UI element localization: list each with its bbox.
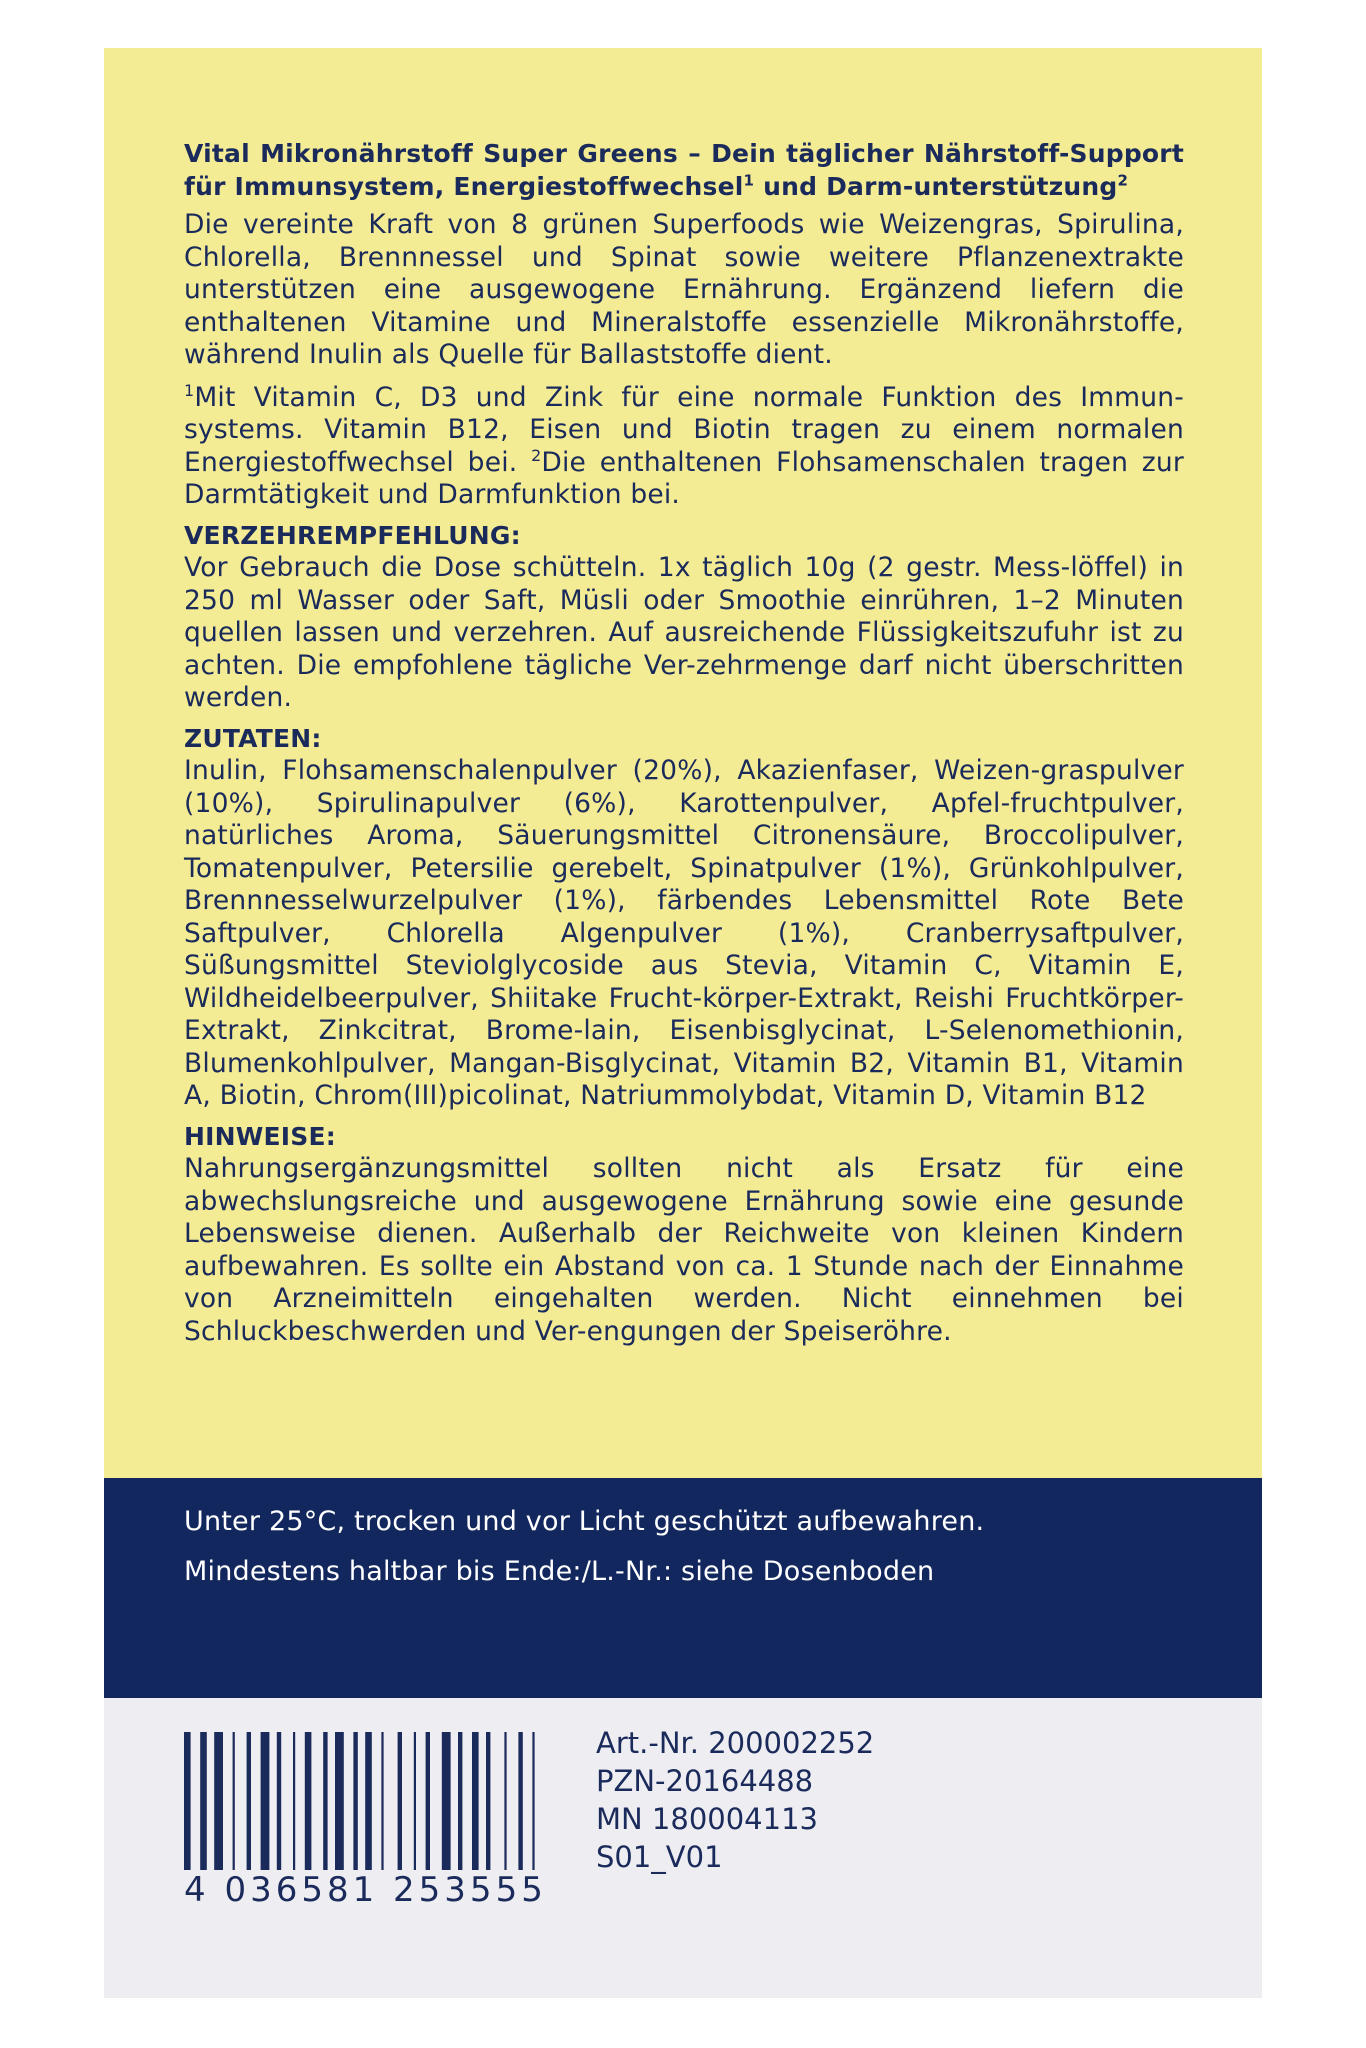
barcode-bar [518, 1732, 522, 1872]
pzn-number: PZN-20164488 [596, 1764, 814, 1798]
notes-heading: HINWEISE: [184, 1121, 336, 1151]
barcode-bar [233, 1732, 235, 1872]
barcode-bar [414, 1732, 416, 1872]
barcode-bar [472, 1732, 479, 1872]
barcode-bar [458, 1732, 462, 1872]
footnote-ref-2: 2 [531, 445, 542, 465]
barcode-bar [261, 1732, 270, 1872]
barcode-bar [277, 1732, 281, 1872]
barcode-bar [247, 1732, 251, 1872]
notes-text: Nahrungsergänzungsmittel sollten nicht als Ersatz für eine abwechslungsreiche und ausgewogene Ernährung sowie eine gesunde Lebensweise dienen. Außerhalb der Reichweite von kleinen Kindern aufbewahren. Es sollte ein Abstand von ca. 1 Stunde nach der Einnahme von Arzneimitteln eingehalten werden. Nicht einnehmen bei Schluckbeschwerden und Ver-engungen der Speiseröhre. [184, 1153, 1184, 1347]
barcode-bar [335, 1732, 344, 1872]
barcode-number: 4 036581 253555 [184, 1870, 564, 1914]
product-footnote [184, 382, 1184, 512]
barcode-bar [305, 1732, 312, 1872]
version-code: S01_V01 [596, 1840, 723, 1874]
barcode-bar [426, 1732, 430, 1872]
product-title-text-2: und Darm-unterstützung [754, 171, 1118, 201]
barcode-bar [486, 1732, 490, 1872]
ingredients-text: Inulin, Flohsamenschalenpulver (20%), Akazienfaser, Weizen-graspulver (10%), Spirulinapulver (6%), Karottenpulver, Apfel-fruchtpulver, natürliches Aroma, Säuerungsmittel Citronensäure, Broccolipulver, Tomatenpulver, Petersilie gerebelt, Spinatpulver (1%), Grünkohlpulver, Brennnesselwurzelpulver (1%), färbendes Lebensmittel Rote Bete Saftpulver, Chlorella Algenpulver (1%), Cranberrysaftpulver, Süßungsmittel Steviolglycoside aus Stevia, Vitamin C, Vitamin E, Wildheidelbeerpulver, Shiitake Frucht-körper-Extrakt, Reishi Fruchtkörper-Extrakt, Zinkcitrat, Brome-lain, Eisenbisglycinat, L-Selenomethionin, Blumenkohlpulver, Mangan-Bisglycinat, Vitamin B2, Vitamin B1, Vitamin A, Biotin, Chrom(III)picolinat, Natriummolybdat, Vitamin D, Vitamin B12 [184, 755, 1184, 1111]
footnote-ref-1: 1 [184, 380, 195, 400]
barcode-bar [323, 1732, 327, 1872]
barcode-bar [214, 1732, 223, 1872]
product-title [184, 138, 1184, 203]
usage-text: Vor Gebrauch die Dose schütteln. 1x täglich 10g (2 gestr. Mess-löffel) in 250 ml Wasser oder Saft, Müsli oder Smoothie einrühren, 1–2 Minuten quellen lassen und verzehren. Auf ausreichende Flüssigkeitszufuhr ist zu achten. Die empfohlene tägliche Ver-zehrmenge darf nicht überschritten werden. [184, 552, 1184, 713]
article-number: Art.-Nr. 200002252 [596, 1726, 875, 1760]
product-codes [596, 1724, 874, 1876]
barcode-bar [353, 1732, 357, 1872]
barcode-bar [398, 1732, 402, 1872]
barcode-bar [504, 1732, 506, 1872]
footnote-text-2: Die enthaltenen Flohsamenschalen tragen zur Darmtätigkeit und Darmfunktion bei. [184, 446, 1184, 510]
ingredients-heading: ZUTATEN: [184, 723, 322, 753]
mn-number: MN 180004113 [596, 1802, 818, 1836]
barcode-bar [442, 1732, 451, 1872]
barcode-bar [293, 1732, 295, 1872]
usage-heading: VERZEHREMPFEHLUNG: [184, 520, 521, 550]
storage-line-1: Unter 25°C, trocken und vor Licht geschützt aufbewahren. [184, 1506, 985, 1537]
barcode-bar [381, 1732, 383, 1872]
ean-barcode [184, 1732, 564, 1920]
label-text-block [184, 138, 1184, 1356]
storage-line-2: Mindestens haltbar bis Ende:/L.-Nr.: siehe Dosenboden [184, 1556, 935, 1587]
footnote-text-1: Mit Vitamin C, D3 und Zink für eine normale Funktion des Immun-systems. Vitamin B12, Eisen und Biotin tragen zu einem normalen Energiestoffwechsel bei. [184, 381, 1184, 478]
product-intro: Die vereinte Kraft von 8 grünen Superfoods wie Weizengras, Spirulina, Chlorella, Brennnessel und Spinat sowie weitere Pflanzenextrakte unterstützen eine ausgewogene Ernährung. Ergänzend liefern die enthaltenen Vitamine und Mineralstoffe essenzielle Mikronährstoffe, während Inulin als Quelle für Ballaststoffe dient. [184, 209, 1184, 370]
footnote-marker-2: 2 [1117, 171, 1129, 190]
footnote-marker-1: 1 [743, 171, 755, 190]
product-title-text: Vital Mikronährstoff Super Greens – Dein täglicher Nährstoff-Support für Immunsystem, Energiestoffwechsel [184, 139, 1184, 201]
